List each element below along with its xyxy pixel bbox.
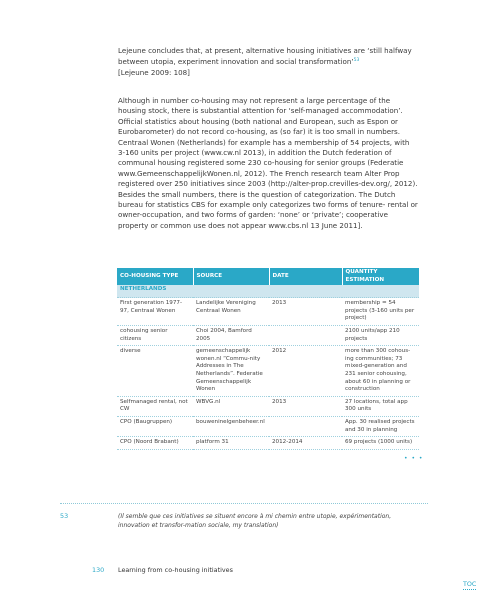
cell-date: 2013: [269, 298, 342, 326]
cell-date: 2012: [269, 346, 342, 397]
cell-quantity: more than 300 cohous-ing communities; 73 mixed-generation and 231 senior cohousing, about 60 in planning or construction: [342, 346, 419, 397]
footnote-divider: [60, 503, 428, 504]
header-cohousing-type: CO-HOUSING TYPE: [117, 268, 193, 285]
cell-type: CPO (Noord Brabant): [117, 437, 193, 450]
body-paragraph-1: [118, 46, 418, 78]
table-row: [117, 325, 419, 345]
cell-type: CPO (Baugruppen): [117, 416, 193, 436]
section-row: [117, 285, 419, 298]
footnote-text: (Il semble que ces initiatives se situent encore à mi chemin entre utopie, expérimentation, innovation et transfor-mation sociale, my translation): [118, 513, 392, 530]
table-row: [117, 396, 419, 416]
table-continuation-dots: • • •: [404, 455, 424, 462]
cell-date: 2013: [269, 396, 342, 416]
cohousing-table: [117, 268, 419, 450]
header-quantity-estimation: QUANTITY ESTIMATION: [342, 268, 419, 285]
cell-date: 2012-2014: [269, 437, 342, 450]
cell-source: gemeenschappelijk wonen.nl “Commu-nity Addresses in The Netherlands”. Federatie Gemeenschappelijk Wonen: [193, 346, 269, 397]
table-row: [117, 298, 419, 326]
cell-quantity: 2100 units/app 210 projects: [342, 325, 419, 345]
running-title: Learning from co-housing initiatives: [118, 566, 233, 574]
cell-date: [269, 416, 342, 436]
table-header-row: [117, 268, 419, 285]
table-row: [117, 346, 419, 397]
table-row: [117, 416, 419, 436]
cell-type: First generation 1977-97, Centraal Wonen: [117, 298, 193, 326]
cell-source: platform 31: [193, 437, 269, 450]
footnote-ref[interactable]: 53: [353, 58, 360, 64]
header-source: SOURCE: [193, 268, 269, 285]
cell-quantity: 69 projects (1000 units): [342, 437, 419, 450]
page-number: 130: [92, 566, 105, 574]
cell-type: diverse: [117, 346, 193, 397]
quote-text: Lejeune concludes that, at present, alternative housing initiatives are ‘still halfway between utopia, experiment innovation and social transformation’: [118, 46, 412, 67]
cell-source: Choi 2004, Bamford 2005: [193, 325, 269, 345]
section-netherlands: NETHERLANDS: [117, 285, 419, 298]
cell-type: Selfmanaged rental, not CW: [117, 396, 193, 416]
footnote-number: 53: [60, 512, 69, 520]
cell-source: Landelijke Vereniging Centraal Wonen: [193, 298, 269, 326]
cell-quantity: membership = 54 projects (3-160 units per project): [342, 298, 419, 326]
cell-type: cohousing senior citizens: [117, 325, 193, 345]
cell-quantity: 27 locations, total app 300 units: [342, 396, 419, 416]
table-row: [117, 437, 419, 450]
toc-link[interactable]: TOC: [463, 580, 477, 588]
header-date: DATE: [269, 268, 342, 285]
cell-source: bouweninelgenbeheer.nl: [193, 416, 269, 436]
citation: [Lejeune 2009: 108]: [118, 67, 190, 77]
body-paragraph-2: Although in number co-housing may not represent a large percentage of the housing stock, there is substantial attention for ‘self-managed accommodation’. Official statistics about housing (both national and European, such as Espon or Eurobarometer) do not record co-housing, as (so far) it is too small in numbers. Centraal Wonen (Netherlands) for example has a membership of 54 projects, with 3-160 units per project (www.cw.nl 2013), in addition the Dutch federation of communal housing registered some 230 co-housing for senior groups (Federatie www.GemeenschappelijkWonen.nl, 2012). The French research team Alter Prop registered over 250 initiatives since 2003 (http://alter-prop.crevilles-dev.org/, 2012). Besides the small numbers, there is the question of categorization. The Dutch bureau for statistics CBS for example only categorizes two forms of tenure- rental or owner-occupation, and two forms of garden: ‘none’ or ‘private’; cooperative property or common use does not appear www.cbs.nl 13 June 2011].: [118, 96, 418, 230]
cell-quantity: App. 30 realised projects and 30 in planning: [342, 416, 419, 436]
cell-date: [269, 325, 342, 345]
cell-source: WBVG.nl: [193, 396, 269, 416]
